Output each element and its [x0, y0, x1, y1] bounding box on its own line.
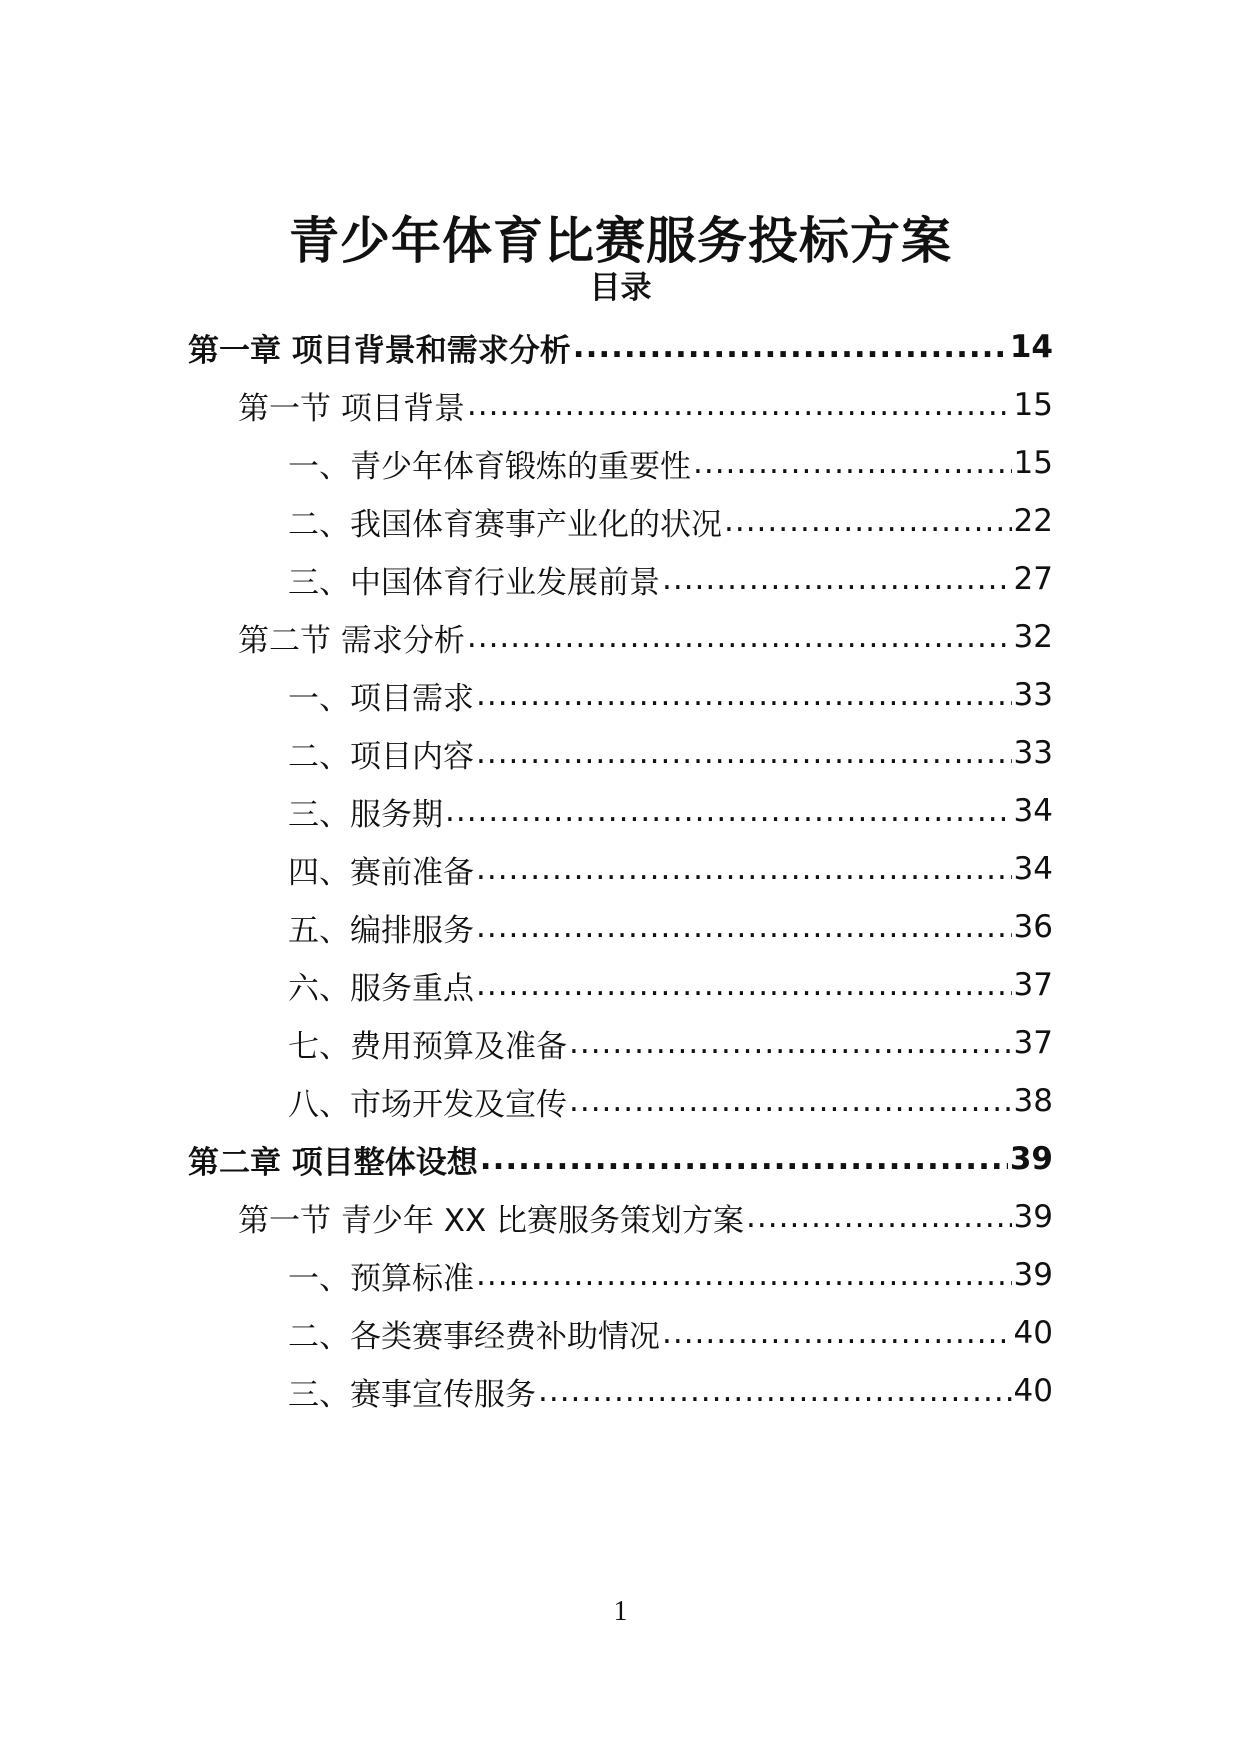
- toc-entry-subsection[interactable]: [288, 1076, 1053, 1126]
- toc-entry-label: 一、项目需求: [288, 680, 474, 717]
- toc-entry-label: 六、服务重点: [288, 970, 474, 1007]
- toc-entry-label: 五、编排服务: [288, 912, 474, 949]
- toc-dot-leader: [693, 445, 1012, 481]
- toc-entry-chapter-1[interactable]: [188, 322, 1053, 372]
- toc-entry-label: 七、费用预算及准备: [288, 1028, 567, 1065]
- toc-dot-leader: [476, 851, 1012, 887]
- toc-entry-label: 第二节 需求分析: [238, 622, 465, 659]
- toc-dot-leader: [467, 387, 1012, 423]
- toc-entry-page: 37: [1013, 967, 1053, 1003]
- toc-entry-page: 27: [1013, 561, 1053, 597]
- toc-entry-label: 第一节 青少年 XX 比赛服务策划方案: [238, 1202, 745, 1239]
- toc-dot-leader: [480, 1141, 1008, 1177]
- toc-dot-leader: [445, 793, 1012, 829]
- toc-entry-page: 39: [1013, 1257, 1053, 1293]
- toc-entry-subsection[interactable]: [288, 960, 1053, 1010]
- toc-entry-page: 34: [1013, 793, 1053, 829]
- toc-entry-chapter-2[interactable]: [188, 1134, 1053, 1184]
- toc-entry-section[interactable]: [238, 1192, 1053, 1242]
- toc-entry-page: 33: [1013, 677, 1053, 713]
- toc-entry-page: 34: [1013, 851, 1053, 887]
- toc-entry-page: 39: [1009, 1141, 1053, 1177]
- toc-entry-subsection[interactable]: [288, 438, 1053, 488]
- toc-dot-leader: [476, 677, 1012, 713]
- toc-dot-leader: [467, 619, 1012, 655]
- toc-entry-page: 14: [1009, 329, 1053, 365]
- toc-dot-leader: [476, 909, 1012, 945]
- toc-heading: 目录: [589, 270, 652, 306]
- toc-entry-label: 二、我国体育赛事产业化的状况: [288, 506, 722, 543]
- toc-entry-subsection[interactable]: [288, 728, 1053, 778]
- toc-entry-label: 三、服务期: [288, 796, 443, 833]
- toc-entry-subsection[interactable]: [288, 786, 1053, 836]
- toc-entry-label: 三、中国体育行业发展前景: [288, 564, 660, 601]
- toc-dot-leader: [569, 1083, 1012, 1119]
- toc-entry-label: 二、项目内容: [288, 738, 474, 775]
- toc-entry-page: 37: [1013, 1025, 1053, 1061]
- toc-entry-label: 一、预算标准: [288, 1260, 474, 1297]
- toc-entry-subsection[interactable]: [288, 902, 1053, 952]
- toc-entry-label: 三、赛事宣传服务: [288, 1376, 536, 1413]
- toc-entry-page: 38: [1013, 1083, 1053, 1119]
- toc-entry-subsection[interactable]: [288, 1366, 1053, 1416]
- toc-entry-subsection[interactable]: [288, 1018, 1053, 1068]
- toc-dot-leader: [538, 1373, 1012, 1409]
- toc-entry-label: 八、市场开发及宣传: [288, 1086, 567, 1123]
- toc-dot-leader: [573, 329, 1008, 365]
- toc-entry-subsection[interactable]: [288, 554, 1053, 604]
- toc-dot-leader: [476, 735, 1012, 771]
- toc-entry-subsection[interactable]: [288, 1250, 1053, 1300]
- toc-dot-leader: [746, 1199, 1012, 1235]
- toc-entry-label: 第一章 项目背景和需求分析: [188, 332, 571, 369]
- toc-entry-page: 15: [1013, 445, 1053, 481]
- toc-entry-page: 22: [1013, 503, 1053, 539]
- toc-entry-page: 40: [1013, 1373, 1053, 1409]
- toc-entry-subsection[interactable]: [288, 844, 1053, 894]
- toc-dot-leader: [569, 1025, 1012, 1061]
- toc-dot-leader: [724, 503, 1012, 539]
- toc-dot-leader: [476, 967, 1012, 1003]
- toc-entry-subsection[interactable]: [288, 496, 1053, 546]
- toc-dot-leader: [476, 1257, 1012, 1293]
- toc-entry-page: 40: [1013, 1315, 1053, 1351]
- toc-dot-leader: [662, 561, 1012, 597]
- toc-entry-page: 33: [1013, 735, 1053, 771]
- toc-entry-section[interactable]: [238, 612, 1053, 662]
- toc-entry-label: 第二章 项目整体设想: [188, 1144, 478, 1181]
- toc-entry-subsection[interactable]: [288, 670, 1053, 720]
- toc-dot-leader: [662, 1315, 1012, 1351]
- toc-entry-label: 第一节 项目背景: [238, 390, 465, 427]
- toc-entry-label: 二、各类赛事经费补助情况: [288, 1318, 660, 1355]
- toc-entry-page: 36: [1013, 909, 1053, 945]
- toc-entry-page: 15: [1013, 387, 1053, 423]
- toc-entry-label: 一、青少年体育锻炼的重要性: [288, 448, 691, 485]
- page-number: 1: [613, 1596, 628, 1627]
- toc-entry-subsection[interactable]: [288, 1308, 1053, 1358]
- toc-entry-section[interactable]: [238, 380, 1053, 430]
- toc-entry-page: 39: [1013, 1199, 1053, 1235]
- document-title: 青少年体育比赛服务投标方案: [289, 211, 952, 270]
- toc-entry-page: 32: [1013, 619, 1053, 655]
- toc-entry-label: 四、赛前准备: [288, 854, 474, 891]
